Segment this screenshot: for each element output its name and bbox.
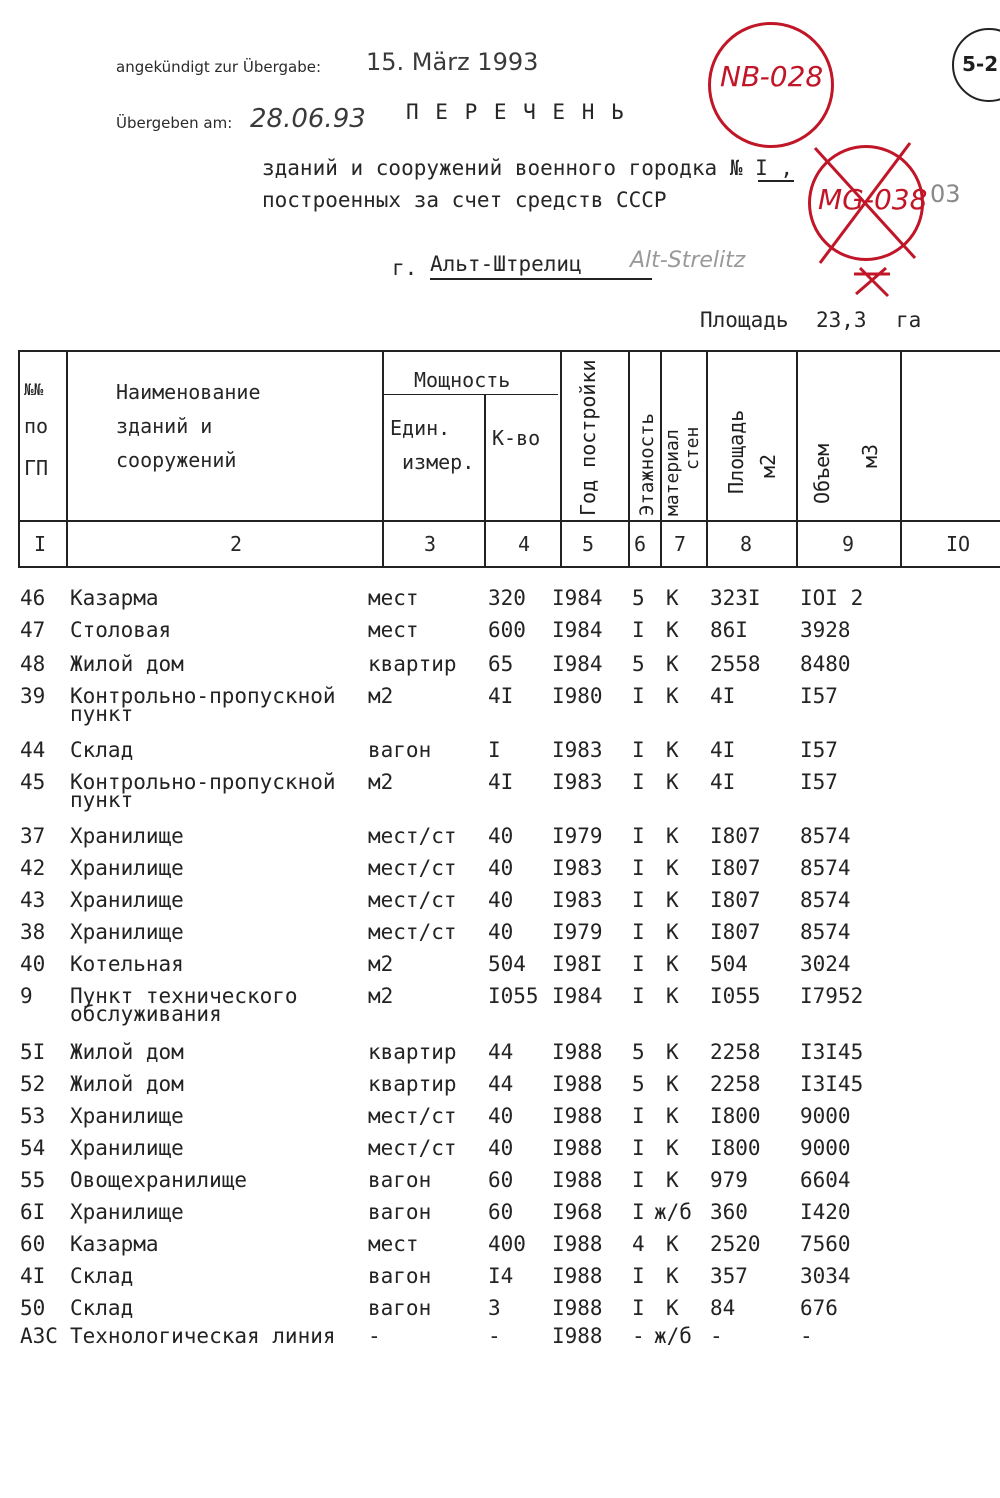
row-unit: м2: [368, 770, 394, 794]
row-number: 6I: [20, 1200, 46, 1224]
row-floors: I: [632, 920, 645, 944]
row-floors: I: [632, 1168, 645, 1192]
row-unit: вагон: [368, 738, 432, 762]
row-unit: мест/ст: [368, 856, 457, 880]
col-number-9: 9: [842, 532, 855, 556]
row-number: 9: [20, 984, 33, 1008]
row-material: К: [666, 1232, 679, 1256]
col-number-8: 8: [740, 532, 753, 556]
row-floors: I: [632, 1264, 645, 1288]
row-unit: мест/ст: [368, 1136, 457, 1160]
row-qty: I4: [488, 1264, 514, 1288]
row-volume: 8480: [800, 652, 851, 676]
row-area: 323I: [710, 586, 761, 610]
row-unit: квартир: [368, 1072, 457, 1096]
row-year: I988: [552, 1040, 603, 1064]
row-volume: I420: [800, 1200, 851, 1224]
header-name-l1: Наименование: [116, 380, 261, 404]
row-number: 42: [20, 856, 46, 880]
row-unit: м2: [368, 684, 394, 708]
row-volume: I7952: [800, 984, 864, 1008]
row-material: К: [666, 1264, 679, 1288]
row-unit: мест: [368, 1232, 419, 1256]
header-volume-l2: м3: [858, 443, 882, 468]
row-area: I807: [710, 824, 761, 848]
header-unit-l2: измер.: [402, 450, 475, 474]
row-name: Хранилище: [70, 1136, 184, 1160]
row-material: К: [666, 1072, 679, 1096]
row-number: 46: [20, 586, 46, 610]
area-value: 23,3: [816, 308, 867, 332]
row-number: АЗС: [20, 1324, 58, 1348]
col-divider-5: [628, 350, 630, 566]
row-number: 50: [20, 1296, 46, 1320]
row-name-continuation: обслуживания: [70, 1002, 222, 1026]
row-name: Жилой дом: [70, 1040, 184, 1064]
row-material: К: [666, 984, 679, 1008]
row-qty: 60: [488, 1200, 514, 1224]
row-floors: I: [632, 1136, 645, 1160]
col-number-4: 4: [518, 532, 531, 556]
row-area: 2520: [710, 1232, 761, 1256]
row-material: К: [666, 920, 679, 944]
row-year: I983: [552, 738, 603, 762]
row-material: К: [666, 856, 679, 880]
row-floors: I: [632, 738, 645, 762]
row-number: 53: [20, 1104, 46, 1128]
row-number: 40: [20, 952, 46, 976]
area-unit: га: [896, 308, 922, 332]
row-qty: I055: [488, 984, 539, 1008]
table-mid-line: [18, 520, 1000, 522]
table-bottom-line: [18, 566, 1000, 568]
row-volume: 7560: [800, 1232, 851, 1256]
row-area: 504: [710, 952, 748, 976]
row-year: I983: [552, 770, 603, 794]
row-year: I988: [552, 1264, 603, 1288]
header-material-l1: материал: [662, 429, 683, 516]
city-name: Альт-Штрелиц: [430, 252, 582, 276]
row-qty: 40: [488, 1104, 514, 1128]
table-top-line: [18, 350, 1000, 352]
row-name: Контрольно-пропускной: [70, 684, 336, 708]
row-material: К: [666, 1104, 679, 1128]
row-floors: I: [632, 856, 645, 880]
col-divider-8: [796, 350, 798, 566]
col-divider-1: [66, 350, 68, 566]
row-qty: 40: [488, 888, 514, 912]
row-unit: квартир: [368, 652, 457, 676]
row-name: Склад: [70, 1296, 134, 1320]
row-volume: 8574: [800, 888, 851, 912]
stamp-nb-text: NB-028: [720, 60, 824, 93]
row-floors: 5: [632, 586, 645, 610]
row-material: К: [666, 1136, 679, 1160]
row-area: 2558: [710, 652, 761, 676]
header-name-l3: сооружений: [116, 448, 237, 472]
row-material: К: [666, 770, 679, 794]
row-year: I979: [552, 824, 603, 848]
row-qty: 600: [488, 618, 526, 642]
row-year: I988: [552, 1168, 603, 1192]
row-name: Хранилище: [70, 856, 184, 880]
number-underline: [758, 180, 794, 182]
row-area: 979: [710, 1168, 748, 1192]
row-year: I984: [552, 586, 603, 610]
row-floors: 5: [632, 1040, 645, 1064]
row-name: Хранилище: [70, 1200, 184, 1224]
row-floors: I: [632, 824, 645, 848]
row-area: 357: [710, 1264, 748, 1288]
row-number: 38: [20, 920, 46, 944]
col-divider-3: [484, 394, 486, 566]
row-year: I988: [552, 1136, 603, 1160]
row-floors: 5: [632, 652, 645, 676]
row-material: К: [666, 618, 679, 642]
header-material-l2: стен: [682, 426, 703, 470]
stamp-mg-note: 03: [930, 180, 961, 208]
row-number: 44: [20, 738, 46, 762]
announced-date: 15. März 1993: [366, 48, 539, 76]
row-name: Жилой дом: [70, 1072, 184, 1096]
row-name: Пункт технического: [70, 984, 298, 1008]
row-floors: I: [632, 770, 645, 794]
row-material: К: [666, 652, 679, 676]
row-number: 48: [20, 652, 46, 676]
row-number: 43: [20, 888, 46, 912]
col-number-2: 2: [230, 532, 243, 556]
row-volume: 6604: [800, 1168, 851, 1192]
row-year: I984: [552, 618, 603, 642]
row-material: К: [666, 824, 679, 848]
row-area: 4I: [710, 684, 736, 708]
row-name: Хранилище: [70, 824, 184, 848]
red-mark-icon: [850, 266, 894, 300]
row-floors: I: [632, 1296, 645, 1320]
row-name: Овощехранилище: [70, 1168, 248, 1192]
row-unit: мест: [368, 618, 419, 642]
row-name: Казарма: [70, 586, 159, 610]
col-divider-4: [560, 350, 562, 566]
row-volume: I57: [800, 770, 838, 794]
announced-label: angekündigt zur Übergabe:: [116, 58, 322, 76]
row-floors: I: [632, 952, 645, 976]
row-area: I807: [710, 920, 761, 944]
row-unit: квартир: [368, 1040, 457, 1064]
page-mark: 5-2: [962, 52, 999, 76]
row-volume: 676: [800, 1296, 838, 1320]
row-area: I800: [710, 1136, 761, 1160]
row-qty: 40: [488, 824, 514, 848]
row-qty: 44: [488, 1040, 514, 1064]
header-qty: К-во: [492, 426, 541, 450]
header-volume-l1: Объем: [810, 443, 834, 504]
row-volume: 8574: [800, 824, 851, 848]
row-number: 60: [20, 1232, 46, 1256]
row-floors: I: [632, 1104, 645, 1128]
row-area: I055: [710, 984, 761, 1008]
row-material: ж/б: [654, 1200, 692, 1224]
header-area-l1: Площадь: [724, 409, 748, 494]
row-floors: I: [632, 618, 645, 642]
row-unit: мест: [368, 586, 419, 610]
row-year: I988: [552, 1104, 603, 1128]
col-divider-7: [706, 350, 708, 566]
row-year: I979: [552, 920, 603, 944]
row-material: К: [666, 586, 679, 610]
row-year: I988: [552, 1296, 603, 1320]
row-area: I807: [710, 856, 761, 880]
row-material: К: [666, 1040, 679, 1064]
row-name: Хранилище: [70, 888, 184, 912]
row-name: Технологическая линия: [70, 1324, 336, 1348]
row-volume: 8574: [800, 856, 851, 880]
row-unit: м2: [368, 984, 394, 1008]
row-material: К: [666, 684, 679, 708]
page-title: П Е Р Е Ч Е Н Ь: [406, 100, 626, 124]
row-name: Казарма: [70, 1232, 159, 1256]
subtitle-line-2: построенных за счет средств СССР: [262, 188, 667, 212]
header-power-group: Мощность: [414, 368, 511, 392]
row-unit: вагон: [368, 1264, 432, 1288]
row-volume: 9000: [800, 1104, 851, 1128]
city-handwritten: Alt-Strelitz: [630, 248, 746, 273]
header-no-l2: по: [24, 414, 49, 438]
city-prefix: г.: [392, 256, 418, 280]
row-year: I984: [552, 652, 603, 676]
row-area: 84: [710, 1296, 736, 1320]
row-year: I988: [552, 1232, 603, 1256]
row-area: I807: [710, 888, 761, 912]
row-qty: 40: [488, 920, 514, 944]
header-area-l2: м2: [756, 453, 780, 478]
row-qty: 40: [488, 1136, 514, 1160]
row-qty: 40: [488, 856, 514, 880]
subtitle-line-1: зданий и сооружений военного городка № I ,: [262, 156, 794, 180]
row-area: 360: [710, 1200, 748, 1224]
row-name: Жилой дом: [70, 652, 184, 676]
row-number: 4I: [20, 1264, 46, 1288]
col-number-1: I: [34, 532, 47, 556]
row-qty: 4I: [488, 770, 514, 794]
row-volume: I57: [800, 684, 838, 708]
row-year: I98I: [552, 952, 603, 976]
row-number: 39: [20, 684, 46, 708]
row-unit: мест/ст: [368, 1104, 457, 1128]
row-unit: мест/ст: [368, 824, 457, 848]
stamp-mg-text: MG-038: [818, 183, 928, 216]
row-qty: -: [488, 1324, 501, 1348]
row-number: 37: [20, 824, 46, 848]
col-divider-9: [900, 350, 902, 566]
row-floors: -: [632, 1324, 645, 1348]
row-number: 55: [20, 1168, 46, 1192]
row-year: I988: [552, 1072, 603, 1096]
row-area: 2258: [710, 1072, 761, 1096]
row-volume: I57: [800, 738, 838, 762]
handed-date: 28.06.93: [250, 104, 366, 134]
row-area: I800: [710, 1104, 761, 1128]
power-group-line: [384, 394, 558, 395]
row-name: Столовая: [70, 618, 172, 642]
row-year: I983: [552, 888, 603, 912]
col-number-6: 6: [634, 532, 647, 556]
row-material: К: [666, 888, 679, 912]
row-name: Хранилище: [70, 920, 184, 944]
header-no-l3: ГП: [24, 456, 49, 480]
row-unit: м2: [368, 952, 394, 976]
row-qty: 65: [488, 652, 514, 676]
col-number-3: 3: [424, 532, 437, 556]
col-number-10: IO: [946, 532, 971, 556]
row-unit: вагон: [368, 1168, 432, 1192]
row-volume: 9000: [800, 1136, 851, 1160]
row-floors: I: [632, 1200, 645, 1224]
row-qty: 320: [488, 586, 526, 610]
col-divider-2: [382, 350, 384, 566]
row-number: 52: [20, 1072, 46, 1096]
row-area: 86I: [710, 618, 748, 642]
row-area: 4I: [710, 738, 736, 762]
row-number: 47: [20, 618, 46, 642]
row-name: Склад: [70, 738, 134, 762]
row-name: Контрольно-пропускной: [70, 770, 336, 794]
area-label: Площадь: [700, 308, 789, 332]
row-qty: 3: [488, 1296, 501, 1320]
row-material: ж/б: [654, 1324, 692, 1348]
row-year: I968: [552, 1200, 603, 1224]
row-unit: -: [368, 1324, 381, 1348]
row-volume: I3I45: [800, 1040, 864, 1064]
row-area: 4I: [710, 770, 736, 794]
row-volume: I3I45: [800, 1072, 864, 1096]
row-volume: 3024: [800, 952, 851, 976]
row-number: 5I: [20, 1040, 46, 1064]
header-year: Год постройки: [576, 359, 600, 516]
row-volume: 3034: [800, 1264, 851, 1288]
row-qty: 60: [488, 1168, 514, 1192]
row-unit: вагон: [368, 1296, 432, 1320]
col-number-5: 5: [582, 532, 595, 556]
col-number-7: 7: [674, 532, 687, 556]
row-material: К: [666, 952, 679, 976]
row-material: К: [666, 738, 679, 762]
row-qty: 400: [488, 1232, 526, 1256]
row-unit: мест/ст: [368, 888, 457, 912]
row-floors: I: [632, 984, 645, 1008]
col-divider-0: [18, 350, 20, 566]
row-material: К: [666, 1168, 679, 1192]
row-name-continuation: пункт: [70, 788, 134, 812]
row-year: I980: [552, 684, 603, 708]
row-name: Хранилище: [70, 1104, 184, 1128]
row-year: I983: [552, 856, 603, 880]
row-area: -: [710, 1324, 723, 1348]
header-unit-l1: Един.: [390, 416, 451, 440]
header-no-l1: №№: [24, 380, 44, 399]
row-volume: 8574: [800, 920, 851, 944]
row-volume: -: [800, 1324, 813, 1348]
row-area: 2258: [710, 1040, 761, 1064]
row-floors: I: [632, 888, 645, 912]
row-floors: I: [632, 684, 645, 708]
row-name: Котельная: [70, 952, 184, 976]
handed-label: Übergeben am:: [116, 114, 233, 132]
header-floors: Этажность: [636, 413, 658, 516]
row-qty: 504: [488, 952, 526, 976]
row-qty: 44: [488, 1072, 514, 1096]
row-unit: вагон: [368, 1200, 432, 1224]
header-name-l2: зданий и: [116, 414, 213, 438]
row-unit: мест/ст: [368, 920, 457, 944]
city-underline: [430, 278, 652, 280]
row-number: 45: [20, 770, 46, 794]
row-qty: 4I: [488, 684, 514, 708]
row-year: I984: [552, 984, 603, 1008]
row-floors: 4: [632, 1232, 645, 1256]
row-number: 54: [20, 1136, 46, 1160]
row-volume: 3928: [800, 618, 851, 642]
row-floors: 5: [632, 1072, 645, 1096]
row-material: К: [666, 1296, 679, 1320]
row-name-continuation: пункт: [70, 702, 134, 726]
row-volume: IOI 2: [800, 586, 864, 610]
row-qty: I: [488, 738, 501, 762]
row-name: Склад: [70, 1264, 134, 1288]
row-year: I988: [552, 1324, 603, 1348]
